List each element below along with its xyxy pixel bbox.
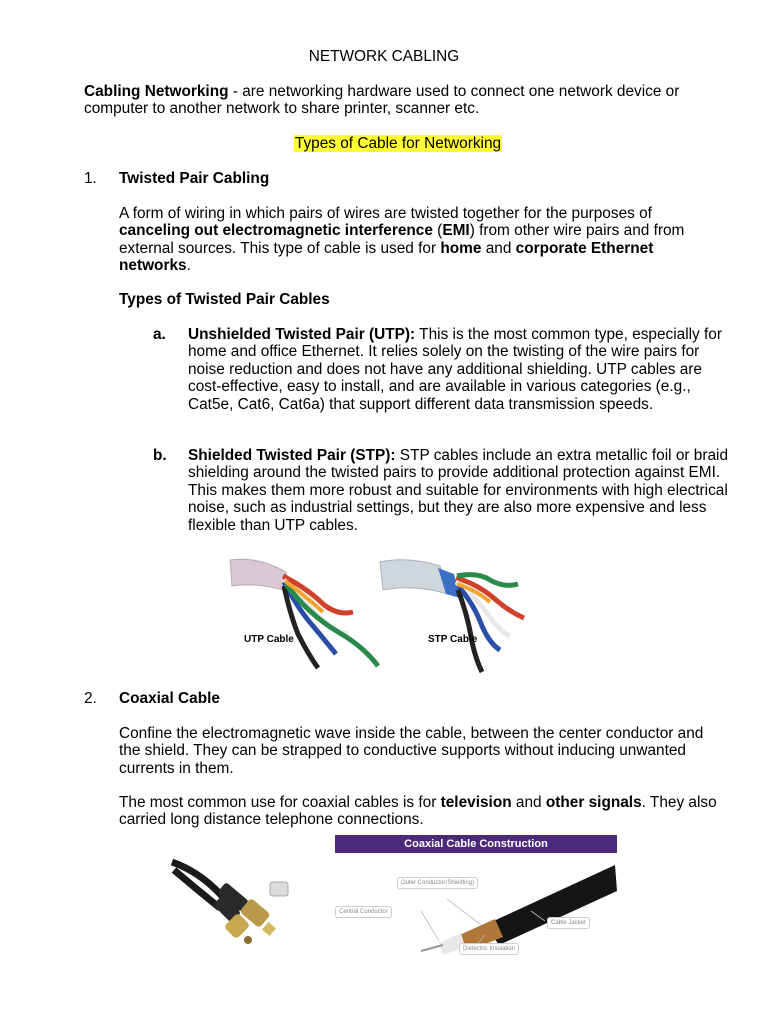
section1-number: 1. (84, 170, 97, 187)
types-heading (0, 135, 768, 152)
section2-number: 2. (84, 690, 97, 707)
dielectric-insulation-label: Dielectric Insulation (459, 943, 519, 955)
section2-paragraph-1: Confine the electromagnetic wave inside the cable, between the center conductor and the shield. They can be strapped to conductive supports without inducing unwanted currents in them. (119, 725, 704, 777)
coaxial-connector-illustration (170, 852, 302, 952)
intro-term: Cabling Networking (84, 83, 229, 100)
intro-text: - are networking hardware used to connect one network device or computer to another network to share printer, scanner etc. (84, 83, 680, 118)
cable-jacket-label: Cable Jacket (547, 917, 590, 929)
coaxial-diagram-banner: Coaxial Cable Construction (335, 835, 617, 853)
central-conductor-label: Central Conductor (335, 906, 392, 918)
utp-cable-label: UTP Cable (244, 634, 294, 645)
page-title: NETWORK CABLING (308, 48, 460, 65)
section1-paragraph: A form of wiring in which pairs of wires are twisted together for the purposes of canceling out electromagnetic interference (EMI) from other wire pairs and from external sources. This type of cable is used for home and corporate Ethernet networks. (119, 205, 685, 275)
item-a-letter: a. (153, 326, 166, 343)
item-b-text: Shielded Twisted Pair (STP): STP cables include an extra metallic foil or braid shielding around the twisted pairs to provide additional protection against EMI. This makes them more robust and suitable for environments with high electrical noise, such as industrial settings, but they are also more expensive and less flexible than UTP cables. (188, 447, 729, 534)
twisted-pair-illustration (228, 554, 538, 680)
twisted-pair-figure (228, 554, 538, 680)
outer-conductor-label: Outer Conductor(Shielding) (397, 877, 478, 889)
section1-heading: Twisted Pair Cabling (119, 170, 270, 187)
section2-heading: Coaxial Cable (119, 690, 220, 707)
section1-subheading: Types of Twisted Pair Cables (119, 291, 330, 308)
section2-paragraph-2: The most common use for coaxial cables is for television and other signals. They also carried long distance telephone connections. (119, 794, 717, 829)
coaxial-construction-diagram (335, 835, 617, 959)
item-b-letter: b. (153, 447, 167, 464)
stp-cable-label: STP Cable (428, 634, 478, 645)
intro-paragraph (84, 83, 694, 118)
item-a-text: Unshielded Twisted Pair (UTP): This is the most common type, especially for home and office Ethernet. It relies solely on the twisting of the wire pairs for noise reduction and does not have any additional shielding. UTP cables are cost-effective, easy to install, and are available in various categories (e.g., Cat5e, Cat6, Cat6a) that support different data transmission speeds. (188, 326, 722, 413)
types-heading-text: Types of Cable for Networking (294, 135, 502, 152)
coaxial-connector-figure (170, 852, 302, 952)
